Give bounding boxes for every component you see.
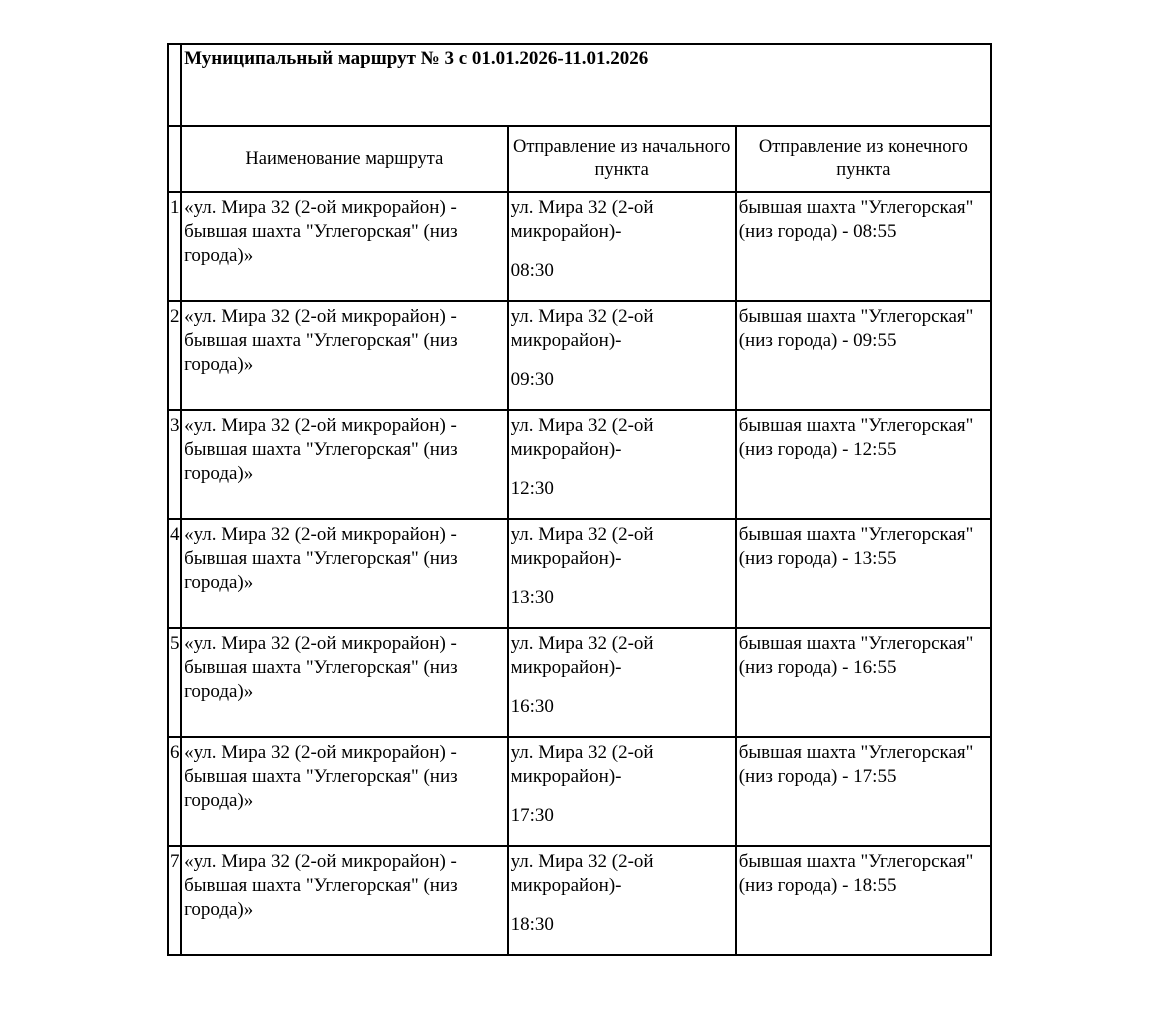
- table-row: [168, 519, 991, 628]
- table-row: [168, 301, 991, 410]
- header-route-name: Наименование маршрута: [181, 126, 508, 192]
- departure-start-cell: [508, 628, 736, 737]
- row-number: 1: [168, 192, 181, 301]
- departure-start-place: ул. Мира 32 (2-ой микрорайон)-: [510, 851, 654, 896]
- title-num-cell: [168, 44, 181, 126]
- departure-start-cell: [508, 192, 736, 301]
- row-number: 3: [168, 410, 181, 519]
- departure-start-cell: [508, 846, 736, 955]
- departure-start-time: 18:30: [510, 914, 554, 935]
- departure-start-cell: [508, 301, 736, 410]
- row-number: 6: [168, 737, 181, 846]
- departure-start-time: 09:30: [510, 369, 554, 390]
- route-name-cell: «ул. Мира 32 (2-ой микрорайон) - бывшая шахта "Углегорская" (низ города)»: [181, 301, 508, 410]
- departure-start-time: 12:30: [510, 478, 554, 499]
- departure-start-cell: [508, 410, 736, 519]
- departure-start-time: 17:30: [510, 805, 554, 826]
- departure-end-cell: бывшая шахта "Углегорская" (низ города) - 08:55: [736, 192, 991, 301]
- route-schedule-table: [167, 43, 992, 956]
- schedule-body: [168, 44, 991, 955]
- route-name-cell: «ул. Мира 32 (2-ой микрорайон) - бывшая шахта "Углегорская" (низ города)»: [181, 192, 508, 301]
- row-number: 2: [168, 301, 181, 410]
- departure-start-cell: [508, 519, 736, 628]
- route-name-cell: «ул. Мира 32 (2-ой микрорайон) - бывшая шахта "Углегорская" (низ города)»: [181, 519, 508, 628]
- departure-start-cell: [508, 737, 736, 846]
- header-departure-end: Отправление из конечного пункта: [736, 126, 991, 192]
- route-name-cell: «ул. Мира 32 (2-ой микрорайон) - бывшая шахта "Углегорская" (низ города)»: [181, 410, 508, 519]
- header-num-cell: [168, 126, 181, 192]
- departure-start-time: 16:30: [510, 696, 554, 717]
- departure-start-place: ул. Мира 32 (2-ой микрорайон)-: [510, 742, 654, 787]
- table-row: [168, 737, 991, 846]
- row-number: 5: [168, 628, 181, 737]
- route-name-cell: «ул. Мира 32 (2-ой микрорайон) - бывшая шахта "Углегорская" (низ города)»: [181, 628, 508, 737]
- route-name-cell: «ул. Мира 32 (2-ой микрорайон) - бывшая шахта "Углегорская" (низ города)»: [181, 737, 508, 846]
- departure-start-place: ул. Мира 32 (2-ой микрорайон)-: [510, 415, 654, 460]
- table-row: [168, 192, 991, 301]
- departure-start-time: 13:30: [510, 587, 554, 608]
- departure-end-cell: бывшая шахта "Углегорская" (низ города) - 16:55: [736, 628, 991, 737]
- row-number: 4: [168, 519, 181, 628]
- departure-start-time: 08:30: [510, 260, 554, 281]
- row-number: 7: [168, 846, 181, 955]
- departure-end-cell: бывшая шахта "Углегорская" (низ города) - 09:55: [736, 301, 991, 410]
- schedule-title: Муниципальный маршрут № 3 с 01.01.2026-11.01.2026: [181, 44, 991, 126]
- table-row: [168, 628, 991, 737]
- table-row: [168, 846, 991, 955]
- departure-end-cell: бывшая шахта "Углегорская" (низ города) - 12:55: [736, 410, 991, 519]
- header-row: [168, 126, 991, 192]
- route-name-cell: «ул. Мира 32 (2-ой микрорайон) - бывшая шахта "Углегорская" (низ города)»: [181, 846, 508, 955]
- departure-start-place: ул. Мира 32 (2-ой микрорайон)-: [510, 306, 654, 351]
- title-row: [168, 44, 991, 126]
- departure-start-place: ул. Мира 32 (2-ой микрорайон)-: [510, 524, 654, 569]
- departure-start-place: ул. Мира 32 (2-ой микрорайон)-: [510, 633, 654, 678]
- departure-end-cell: бывшая шахта "Углегорская" (низ города) - 13:55: [736, 519, 991, 628]
- table-row: [168, 410, 991, 519]
- departure-start-place: ул. Мира 32 (2-ой микрорайон)-: [510, 197, 654, 242]
- departure-end-cell: бывшая шахта "Углегорская" (низ города) - 17:55: [736, 737, 991, 846]
- header-departure-start: Отправление из начального пункта: [508, 126, 736, 192]
- departure-end-cell: бывшая шахта "Углегорская" (низ города) - 18:55: [736, 846, 991, 955]
